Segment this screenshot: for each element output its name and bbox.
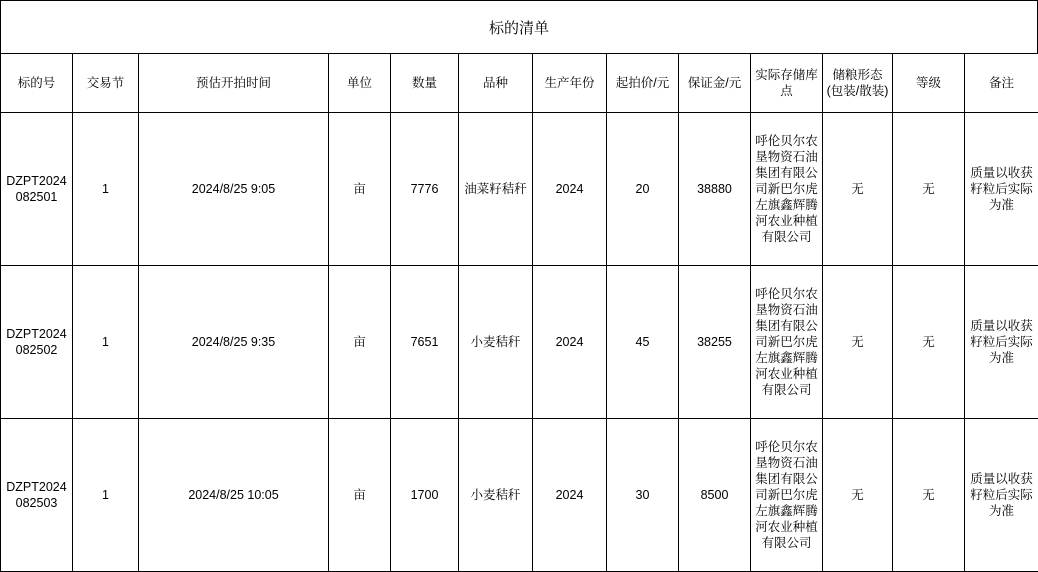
cell-code: DZPT2024082501 — [1, 113, 73, 266]
document-title-bar — [0, 0, 1038, 53]
cell-grain-form: 无 — [823, 266, 893, 419]
page-title: 标的清单 — [489, 17, 549, 38]
cell-deposit: 38255 — [679, 266, 751, 419]
column-header-remark: 备注 — [965, 54, 1038, 113]
cell-production-year: 2024 — [533, 113, 607, 266]
cell-deposit: 38880 — [679, 113, 751, 266]
cell-grain-form: 无 — [823, 113, 893, 266]
column-header-session: 交易节 — [73, 54, 139, 113]
cell-remark: 质量以收获籽粒后实际为准 — [965, 419, 1038, 572]
cell-quantity: 7651 — [391, 266, 459, 419]
cell-estimated-time: 2024/8/25 9:35 — [139, 266, 329, 419]
column-header-quantity: 数量 — [391, 54, 459, 113]
table-row — [1, 419, 1038, 572]
cell-unit: 亩 — [329, 419, 391, 572]
cell-variety: 油菜籽秸秆 — [459, 113, 533, 266]
column-header-grain-form: 储粮形态(包装/散装) — [823, 54, 893, 113]
cell-code: DZPT2024082502 — [1, 266, 73, 419]
cell-grade: 无 — [893, 419, 965, 572]
cell-start-price: 45 — [607, 266, 679, 419]
column-header-estimated-time: 预估开拍时间 — [139, 54, 329, 113]
cell-unit: 亩 — [329, 113, 391, 266]
cell-quantity: 1700 — [391, 419, 459, 572]
cell-deposit: 8500 — [679, 419, 751, 572]
cell-storage-site: 呼伦贝尔农垦物资石油集团有限公司新巴尔虎左旗鑫辉腾河农业种植有限公司 — [751, 113, 823, 266]
cell-storage-site: 呼伦贝尔农垦物资石油集团有限公司新巴尔虎左旗鑫辉腾河农业种植有限公司 — [751, 419, 823, 572]
cell-start-price: 20 — [607, 113, 679, 266]
column-header-deposit: 保证金/元 — [679, 54, 751, 113]
cell-start-price: 30 — [607, 419, 679, 572]
column-header-unit: 单位 — [329, 54, 391, 113]
table-row — [1, 113, 1038, 266]
cell-code: DZPT2024082503 — [1, 419, 73, 572]
column-header-code: 标的号 — [1, 54, 73, 113]
cell-estimated-time: 2024/8/25 10:05 — [139, 419, 329, 572]
cell-session: 1 — [73, 113, 139, 266]
cell-quantity: 7776 — [391, 113, 459, 266]
cell-grain-form: 无 — [823, 419, 893, 572]
column-header-production-year: 生产年份 — [533, 54, 607, 113]
cell-remark: 质量以收获籽粒后实际为准 — [965, 113, 1038, 266]
cell-grade: 无 — [893, 266, 965, 419]
cell-production-year: 2024 — [533, 266, 607, 419]
column-header-start-price: 起拍价/元 — [607, 54, 679, 113]
column-header-grade: 等级 — [893, 54, 965, 113]
cell-session: 1 — [73, 419, 139, 572]
cell-estimated-time: 2024/8/25 9:05 — [139, 113, 329, 266]
cell-remark: 质量以收获籽粒后实际为准 — [965, 266, 1038, 419]
column-header-variety: 品种 — [459, 54, 533, 113]
cell-session: 1 — [73, 266, 139, 419]
cell-storage-site: 呼伦贝尔农垦物资石油集团有限公司新巴尔虎左旗鑫辉腾河农业种植有限公司 — [751, 266, 823, 419]
table-header-row — [1, 54, 1038, 113]
cell-production-year: 2024 — [533, 419, 607, 572]
cell-unit: 亩 — [329, 266, 391, 419]
column-header-storage-site: 实际存储库点 — [751, 54, 823, 113]
cell-variety: 小麦秸秆 — [459, 419, 533, 572]
cell-grade: 无 — [893, 113, 965, 266]
listing-table — [0, 53, 1038, 572]
cell-variety: 小麦秸秆 — [459, 266, 533, 419]
table-row — [1, 266, 1038, 419]
